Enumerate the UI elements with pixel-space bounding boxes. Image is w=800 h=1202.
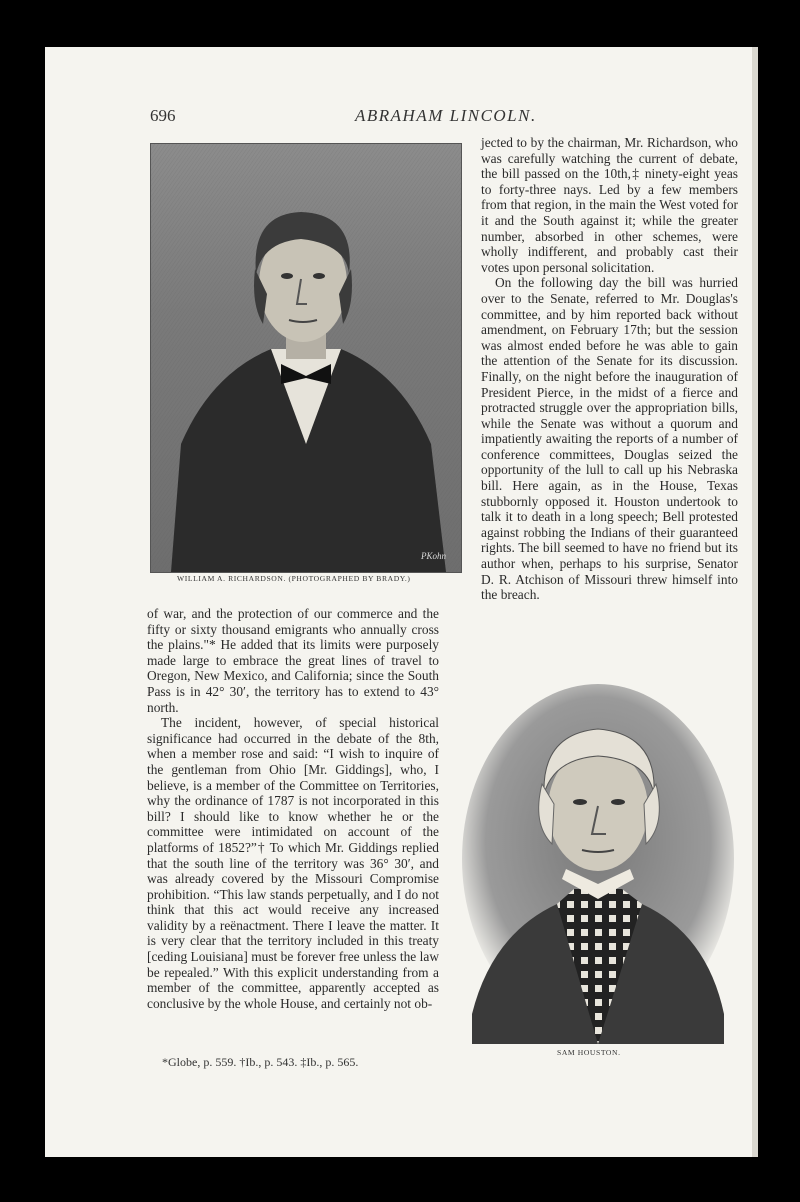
paragraph: On the following day the bill was hurried over to the Senate, referred to Mr. Douglas's committee, and by him reported back without amendment, on February 17th; but the session was almost ended before he was able to gain the attention of the Senate for its discussion. Finally, on the night before the inauguration of President Pierce, in the midst of a fierce and protracted struggle over the appropriation bills, while the Senate was without a quorum and impatiently awaiting the reports of a number of conference committees, Douglas seized the opportunity of the lull to call up his Nebraska bill. Here again, as in the House, Texas stubbornly opposed it. Houston undertook to talk it to death in a long speech; Bell protested against robbing the Indians of their guaranteed rights. The bill seemed to have no friend but its author when, perhaps to his surprise, Senator D. R. Atchison of Missouri threw himself into the breach. bbox=[481, 275, 738, 603]
richardson-caption: WILLIAM A. RICHARDSON. (PHOTOGRAPHED BY BRADY.) bbox=[177, 574, 411, 583]
paragraph: The incident, however, of special historical significance had occurred in the debate of the 8th, when a member rose and said: “I wish to inquire of the gentleman from Ohio [Mr. Giddings], who, I believe, is a member of the Committee on Territories, why the ordinance of 1787 is not incorporated in this bill? I should like to know whether he or the committee were intimidated on account of the platforms of 1852?”† To which Mr. Giddings replied that the south line of the territory was 36° 30′, and was already covered by the Missouri Compromise prohibition. “This law stands perpetually, and I do not think that this act would receive any increased validity by a reënactment. There I leave the matter. It is very clear that the territory included in this treaty [ceding Louisiana] must be forever free unless the law be repealed.” With this explicit understanding from a member of the committee, apparently accepted as conclusive by the whole House, and certainly not ob- bbox=[147, 715, 439, 1011]
richardson-engraving-icon bbox=[151, 144, 461, 572]
page-number: 696 bbox=[150, 106, 176, 125]
houston-portrait bbox=[462, 684, 734, 1044]
houston-engraving-icon bbox=[462, 684, 734, 1044]
paragraph: of war, and the protection of our commerce and the fifty or sixty thousand emigrants who annually cross the plains."* He added that its limits were purposely made large to embrace the great lines of travel to Oregon, New Mexico, and California; since the South Pass is in 42° 30′, the territory has to extend to 43° north. bbox=[147, 606, 439, 715]
richardson-portrait bbox=[150, 143, 462, 573]
page-edge bbox=[752, 47, 758, 1157]
left-column bbox=[147, 606, 439, 1011]
houston-caption: SAM HOUSTON. bbox=[557, 1048, 621, 1057]
running-title: ABRAHAM LINCOLN. bbox=[355, 106, 537, 125]
right-column bbox=[481, 135, 738, 603]
paragraph: jected to by the chairman, Mr. Richardson, who was carefully watching the current of debate, the bill passed on the 10th,‡ ninety-eight yeas to forty-three nays. Led by a few members from that region, in the main the West voted for it and the South against it; while the greater number, absorbed in other schemes, were wholly indifferent, and probably cast their votes upon personal solicitation. bbox=[481, 135, 738, 275]
engraver-signature: PKohn bbox=[421, 551, 447, 561]
footnotes: *Globe, p. 559. †Ib., p. 543. ‡Ib., p. 565. bbox=[162, 1055, 359, 1069]
